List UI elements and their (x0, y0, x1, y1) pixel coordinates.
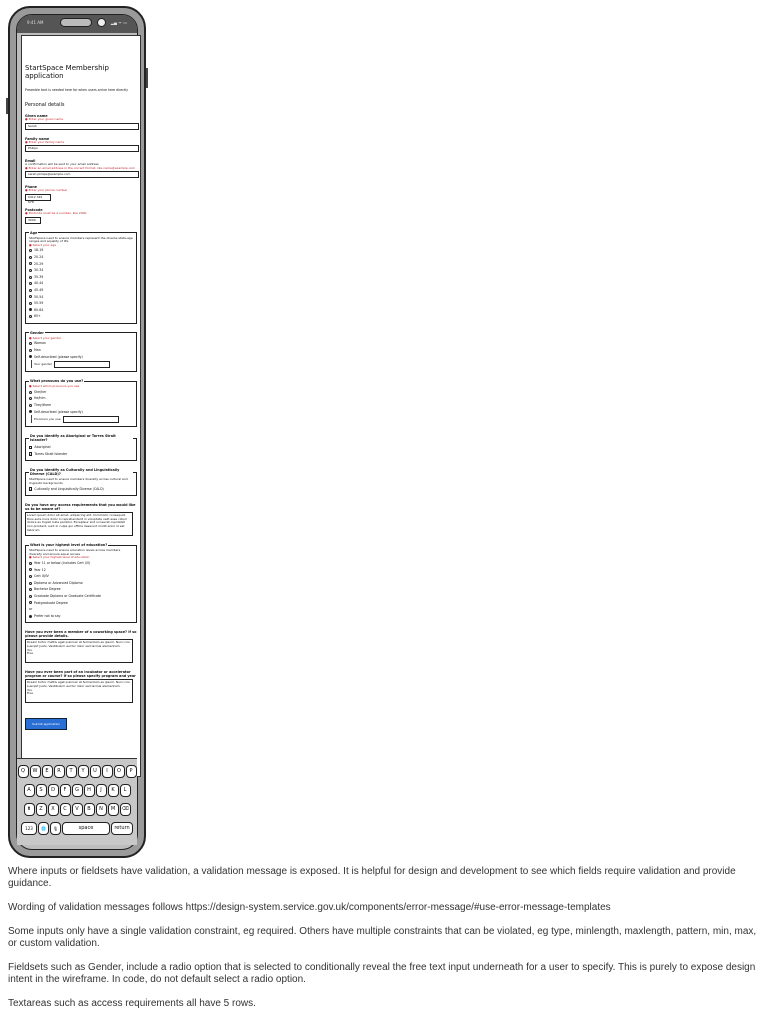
option-label: He/him (34, 396, 46, 401)
option-label: Postgraduate Degree (34, 600, 68, 605)
option-label: Self-described (please specify) (34, 354, 83, 359)
option-label: They/them (34, 403, 52, 408)
section-heading: Personal details (25, 102, 65, 108)
incubator-group (25, 670, 137, 703)
email-error: ● Enter an email address in the correct format, like name@example.com (25, 167, 137, 171)
checkbox-icon[interactable]: ✓ (30, 445, 33, 450)
keyboard-row-3 (17, 803, 137, 816)
phone-frame (8, 6, 146, 858)
pronouns-fieldset (25, 379, 137, 427)
access-group (25, 503, 137, 536)
coworking-label: Have you ever been a member of a coworking space? If so please provide details. (25, 630, 137, 639)
cald-options (29, 486, 133, 493)
intro-text: Preamble text is needed here for when users arrive here directly (25, 88, 129, 92)
globe-icon[interactable]: 🌐 (38, 822, 49, 835)
pronouns-error: ● Select which pronouns you use (29, 385, 133, 389)
atsi-fieldset (25, 434, 137, 461)
signal-icon: ▂▄ ᯤ ▭ (110, 20, 127, 25)
option-label: 25-29 (34, 261, 44, 266)
keyboard-key[interactable]: X (48, 803, 59, 816)
keyboard (17, 758, 137, 845)
option-label: 50-54 (34, 294, 44, 299)
option-label: Graduate Diploma or Graduate Certificate (34, 593, 102, 598)
age-option[interactable] (29, 294, 133, 301)
keyboard-key[interactable]: U (90, 765, 101, 778)
option-label: She/her (34, 389, 47, 394)
age-fieldset (25, 231, 137, 324)
radio-icon[interactable] (29, 315, 32, 318)
pronoun-option[interactable] (29, 389, 133, 396)
gender-specify-input[interactable] (54, 361, 110, 368)
gender-specify-label: Your gender (34, 362, 52, 367)
radio-icon[interactable] (29, 562, 32, 565)
radio-icon[interactable] (29, 249, 32, 252)
checkbox-icon[interactable]: ✓ (30, 487, 33, 492)
pronoun-options (29, 389, 133, 415)
edu-option[interactable] (29, 600, 133, 607)
keyboard-key[interactable]: S (36, 784, 47, 797)
note-constraints: Some inputs only have a single validation constraint, eg required. Others have multiple constraints that can be violated, eg type, minlength, maxlength, pattern, min, max, or custom validation. (8, 926, 757, 949)
screen (21, 35, 141, 777)
option-label: Year 11 or below (includes Cert I/II) (34, 560, 90, 565)
radio-icon[interactable] (29, 276, 32, 279)
option-label: 55-59 (34, 301, 44, 306)
given-name-label: Given name (25, 114, 48, 118)
cald-legend: Do you identify as Culturally and Linguistically Diverse (CALD)? (30, 468, 120, 477)
gender-options (29, 340, 133, 360)
submit-button[interactable]: Submit application (25, 718, 67, 730)
gender-error: ● Select your gender (29, 337, 133, 341)
family-name-label: Family name (25, 136, 50, 141)
option-label: Torres Strait Islander (34, 451, 68, 456)
note-validation: Where inputs or fieldsets have validation, a validation message is exposed. It is helpful for design and development to see which fields require validation and provide guidance. (8, 866, 736, 889)
option-label: Year 12 (34, 567, 46, 572)
keyboard-key[interactable]: Y (78, 765, 89, 778)
volume-button (6, 98, 8, 114)
pronoun-option[interactable] (29, 395, 133, 402)
given-name-input[interactable]: Sarah (25, 123, 139, 130)
speaker-grille (60, 18, 92, 27)
option-label: 45-49 (34, 287, 44, 292)
option-label: Aboriginal (34, 445, 51, 450)
age-option[interactable] (29, 267, 133, 274)
gender-fieldset (25, 331, 137, 372)
age-hint: StartSpace need to ensure members represent the diverse state-age ranges and equality of life (29, 235, 133, 244)
phone-input[interactable]: 0412 345 678 (25, 194, 51, 201)
mic-icon[interactable]: 🎙 (50, 822, 61, 835)
age-option[interactable] (29, 307, 133, 314)
education-options (29, 560, 133, 619)
age-options (29, 247, 133, 320)
note-textareas: Textareas such as access requirements all have 5 rows. (8, 998, 256, 1009)
atsi-option[interactable] (29, 451, 133, 458)
keyboard-row-4 (17, 822, 137, 835)
cald-fieldset (25, 468, 137, 496)
option-label: Culturally and Linguistically Diverse (CALD) (34, 486, 104, 491)
pronouns-legend: What pronouns do you use? (30, 379, 84, 384)
cald-option[interactable] (29, 486, 133, 493)
edu-option[interactable] (29, 580, 133, 587)
radio-icon[interactable] (29, 404, 32, 407)
option-label: 30-34 (34, 268, 44, 273)
email-hint: A confirmation will be sent to your email address (25, 162, 99, 167)
email-input[interactable]: sarah.philips@example.com (25, 171, 139, 178)
postcode-error: ● Postcode must be a number, like 2000 (25, 212, 137, 216)
radio-icon[interactable] (29, 568, 32, 571)
keyboard-key[interactable]: W (30, 765, 41, 778)
option-label: Man (34, 348, 41, 353)
postcode-label: Postcode (25, 207, 43, 212)
keyboard-key[interactable]: Z (36, 803, 47, 816)
option-label: Woman (34, 341, 46, 346)
keyboard-key[interactable]: H (84, 784, 95, 797)
membership-form (22, 36, 140, 730)
radio-icon[interactable] (29, 355, 32, 358)
radio-icon[interactable] (29, 256, 32, 259)
pronoun-option[interactable] (29, 402, 133, 409)
email-group (25, 159, 137, 178)
keyboard-key[interactable]: M (108, 803, 119, 816)
radio-icon[interactable] (29, 615, 32, 618)
keyboard-key[interactable]: D (48, 784, 59, 797)
option-label: Self-described (please specify) (34, 409, 83, 414)
radio-icon[interactable] (29, 575, 32, 578)
radio-icon[interactable] (29, 397, 32, 400)
option-label: Diploma or Advanced Diploma (34, 580, 83, 585)
postcode-input[interactable]: 3000 (25, 217, 41, 224)
age-error: ● Select your age (29, 244, 133, 248)
keyboard-key[interactable]: R (54, 765, 65, 778)
option-label: Prefer not to say (34, 613, 61, 618)
age-option[interactable] (29, 261, 133, 268)
atsi-options (29, 444, 133, 457)
keyboard-row-1 (17, 765, 137, 778)
keyboard-key[interactable]: E (42, 765, 53, 778)
age-legend: Age (30, 230, 38, 235)
age-option[interactable] (29, 254, 133, 261)
phone-label: Phone (25, 185, 37, 190)
coworking-textarea[interactable]: Dream tortor mattis eget pulvinar at fermentum as ipsum. Nunc non suscipit justo. Vestibulum auctor dolor sed lacinia elementum. You Five (25, 639, 133, 663)
option-label: 60-64 (34, 307, 44, 312)
radio-icon[interactable] (29, 601, 32, 604)
age-option[interactable] (29, 313, 133, 320)
gender-option[interactable] (29, 340, 133, 347)
keyboard-key[interactable]: P (126, 765, 137, 778)
power-button (146, 68, 148, 88)
keyboard-key[interactable]: V (72, 803, 83, 816)
radio-icon[interactable] (29, 269, 32, 272)
radio-icon[interactable] (29, 588, 32, 591)
key-return[interactable]: return (111, 822, 133, 835)
given-name-group (25, 114, 137, 130)
keyboard-key[interactable]: Q (18, 765, 29, 778)
phone-bezel (16, 14, 138, 850)
radio-icon[interactable] (29, 582, 32, 585)
coworking-group (25, 630, 137, 663)
email-label: Email (25, 159, 36, 164)
access-label: Do you have any access requirements that you would like us to be aware of? (25, 503, 136, 512)
key-numbers[interactable]: 123 (21, 822, 37, 835)
phone-group (25, 185, 137, 204)
pronoun-option[interactable] (29, 409, 133, 416)
radio-icon[interactable] (29, 410, 32, 413)
edu-option[interactable] (29, 593, 133, 600)
radio-icon[interactable] (29, 282, 32, 285)
gender-option[interactable] (29, 347, 133, 354)
keyboard-key[interactable]: C (60, 803, 71, 816)
edu-option[interactable] (29, 586, 133, 593)
option-label: 20-24 (34, 254, 44, 259)
incubator-label: Have you ever been part of an incubator or accelerator program or course? If so please specify program and year (25, 670, 136, 679)
keyboard-key[interactable]: O (114, 765, 125, 778)
status-time: 9:41 AM (27, 20, 44, 25)
radio-icon[interactable] (29, 295, 32, 298)
access-textarea[interactable]: Lorem ipsum dolor sit amet, adipiscing elit. Commodo consequat. Duis aute irure dolor in reprehenderit in voluptate velit esse cillum dolore eu fugiat nulla pariatur. Excepteur sint occaecat cupidatat non proident, sunt in culpa qui officia deserunt mollit anim id est laborum. (25, 512, 133, 536)
age-option[interactable] (29, 274, 133, 281)
option-label: Cert III/IV (34, 574, 49, 579)
radio-icon[interactable] (29, 349, 32, 352)
age-option[interactable] (29, 300, 133, 307)
checkbox-icon[interactable]: ✓ (30, 452, 33, 457)
page-title: StartSpace Membership application (25, 64, 109, 80)
radio-icon[interactable] (29, 262, 32, 265)
design-notes (8, 866, 760, 1022)
gender-option[interactable] (29, 354, 133, 361)
age-option[interactable] (29, 287, 133, 294)
education-fieldset (25, 543, 137, 623)
note-fieldsets: Fieldsets such as Gender, include a radio option that is selected to conditionally reveal the free text input underneath for a user to specify. This is purely to expose design intent in the wireframe. In code, do not default select a radio option. (8, 962, 756, 985)
pronouns-specify-label: Pronouns you use (34, 417, 61, 422)
status-bar (17, 15, 137, 33)
option-label: Bachelor Degree (34, 587, 61, 592)
key-space[interactable]: space (62, 822, 110, 835)
atsi-option[interactable] (29, 444, 133, 451)
keyboard-key[interactable]: L (120, 784, 131, 797)
postcode-group (25, 208, 137, 224)
keyboard-key[interactable]: F (60, 784, 71, 797)
incubator-textarea[interactable]: Dream tortor mattis eget pulvinar at fermentum as ipsum. Nunc non suscipit justo. Vestibulum auctor dolor sed lacinia elementum. You Five (25, 679, 133, 703)
radio-icon[interactable] (29, 595, 32, 598)
atsi-legend: Do you identify as Aboriginal or Torres Strait Islander? (30, 434, 116, 443)
pronouns-specify (31, 415, 133, 423)
phone-error: ● Enter your phone number (25, 189, 137, 193)
keyboard-key[interactable]: A (24, 784, 35, 797)
radio-icon[interactable] (29, 342, 32, 345)
family-name-input[interactable]: Philips (25, 145, 139, 152)
radio-icon[interactable] (29, 308, 32, 311)
option-label: 35-39 (34, 274, 44, 279)
edu-option[interactable] (29, 567, 133, 574)
age-option[interactable] (29, 280, 133, 287)
keyboard-key[interactable]: B (84, 803, 95, 816)
option-label: 18-19 (34, 248, 44, 253)
radio-icon[interactable] (29, 302, 32, 305)
pronouns-specify-input[interactable] (63, 416, 119, 423)
age-option[interactable] (29, 247, 133, 254)
education-hint: StartSpace need to ensure education levels across members diversity and ensure equal access (29, 548, 121, 556)
keyboard-key[interactable]: K (108, 784, 119, 797)
keyboard-key[interactable]: N (96, 803, 107, 816)
edu-option[interactable] (29, 613, 133, 620)
radio-icon[interactable] (29, 391, 32, 394)
education-or-divider: or (29, 607, 33, 612)
family-name-error: ● Enter your family name (25, 141, 137, 145)
note-wording: Wording of validation messages follows https://design-system.service.gov.uk/components/error-message/#use-error-message-templates (8, 902, 611, 913)
edu-option[interactable] (29, 560, 133, 567)
family-name-group (25, 137, 137, 153)
keyboard-key[interactable]: T (66, 765, 77, 778)
keyboard-key[interactable]: I (102, 765, 113, 778)
gender-legend: Gender (30, 330, 44, 335)
keyboard-key[interactable]: ⬆ (24, 803, 35, 816)
radio-icon[interactable] (29, 289, 32, 292)
education-legend: What is your highest level of education? (30, 543, 108, 548)
education-error: ● Select your highest level of education (29, 556, 133, 560)
keyboard-key[interactable]: J (96, 784, 107, 797)
keyboard-row-2 (17, 784, 137, 797)
cald-hint: StartSpace need to ensure members diversity across cultural and linguistic backgrounds (29, 477, 128, 485)
option-label: 65+ (34, 314, 41, 319)
gender-specify (31, 360, 133, 368)
given-name-error: ● Enter your given name (25, 118, 137, 122)
edu-option[interactable] (29, 573, 133, 580)
camera-icon (97, 18, 106, 27)
option-label: 40-44 (34, 281, 44, 286)
keyboard-key[interactable]: G (72, 784, 83, 797)
keyboard-key[interactable]: ⌫ (120, 803, 131, 816)
